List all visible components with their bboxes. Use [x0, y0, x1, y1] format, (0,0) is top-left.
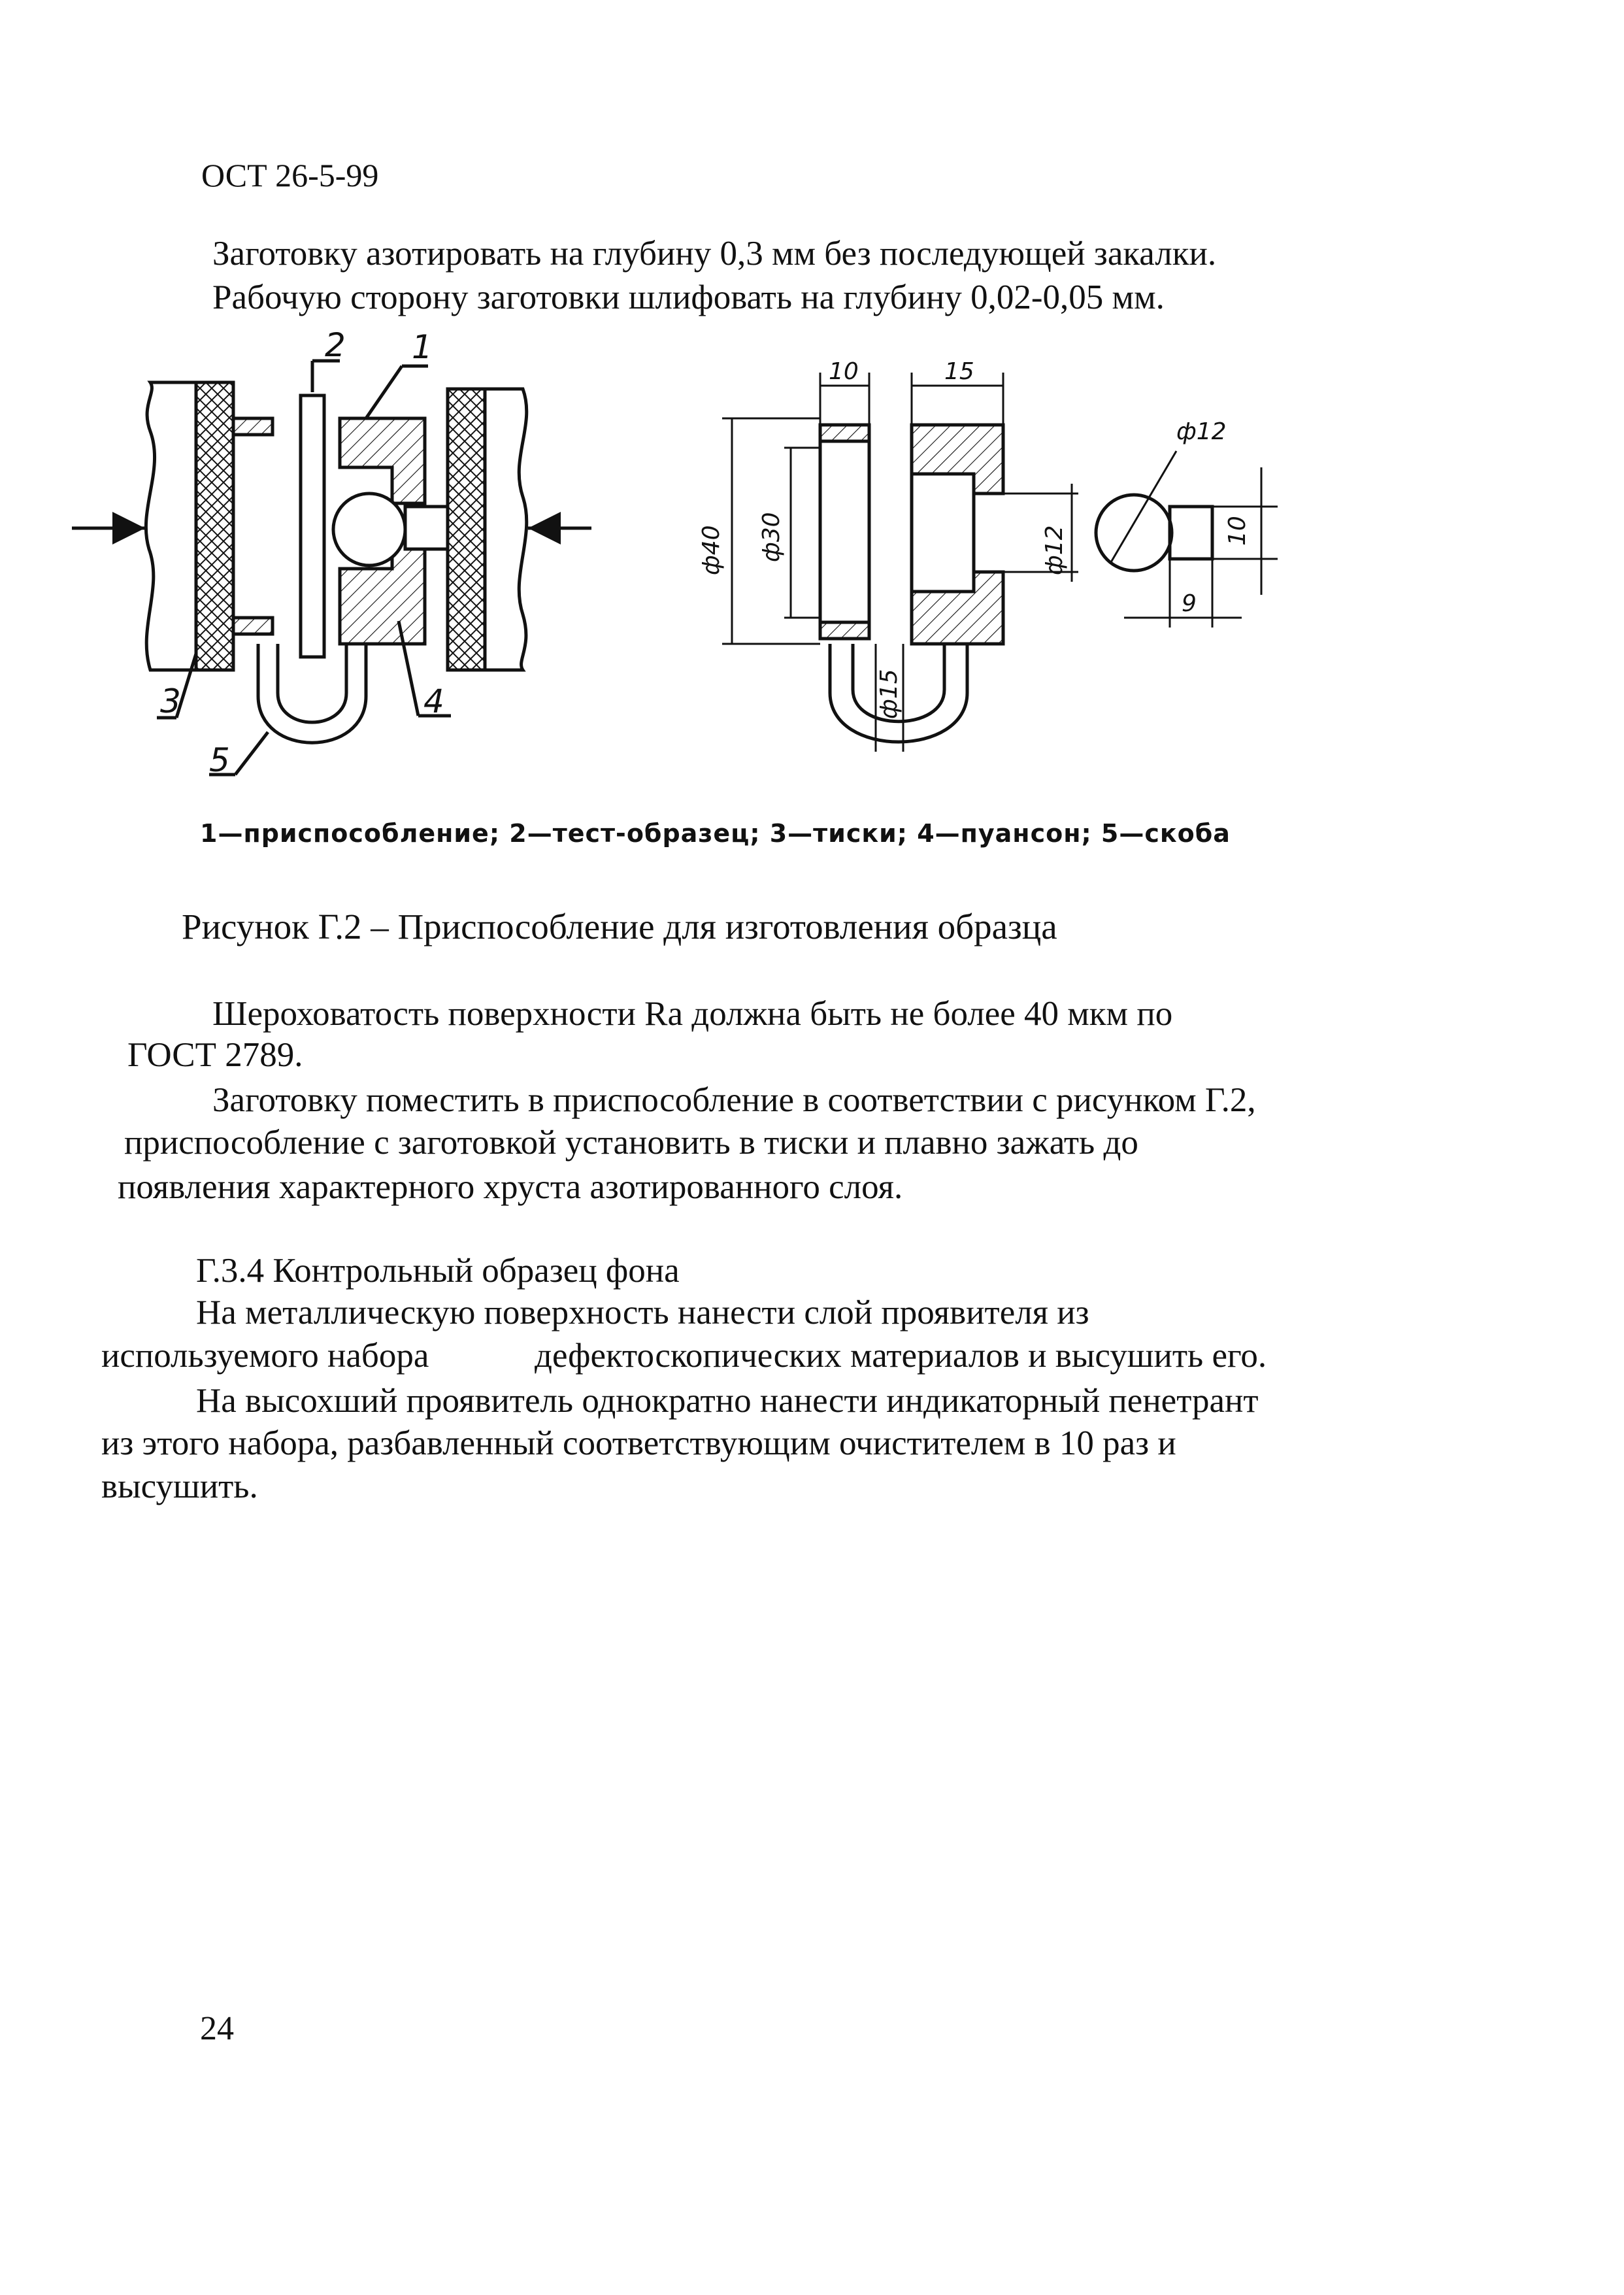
dim-ball-diameter-12: ф12 — [1176, 418, 1227, 445]
figure-title: Рисунок Г.2 – Приспособление для изготовления образца — [182, 907, 1057, 946]
callout-5: 5 — [209, 741, 230, 779]
dim-diameter-40: ф40 — [698, 525, 725, 575]
paragraph-2-line-3: появления характерного хруста азотированного слоя. — [118, 1168, 903, 1206]
fixture-block — [340, 418, 425, 503]
vise-pad-right — [448, 389, 485, 670]
dim-height-10: 10 — [1224, 516, 1251, 546]
intro-line-2: Рабочую сторону заготовки шлифовать на глубину 0,02-0,05 мм. — [212, 278, 1165, 316]
vise-jaw-right — [485, 389, 527, 670]
callout-1: 1 — [412, 328, 433, 366]
fixture-drawing — [0, 0, 1624, 817]
section-para-1-line-1: На металлическую поверхность нанести слой проявителя из — [196, 1294, 1089, 1332]
dim-width-10: 10 — [829, 358, 859, 385]
punch-ball — [333, 494, 405, 565]
dim-diameter-30: ф30 — [758, 512, 785, 562]
vise-pad-left — [196, 382, 233, 670]
section-para-2-line-1: На высохший проявитель однократно нанести индикаторный пенетрант — [196, 1382, 1259, 1420]
paragraph-2-line-2: приспособление с заготовкой установить в тиски и плавно зажать до — [124, 1124, 1138, 1162]
dim-diameter-15: ф15 — [876, 669, 903, 719]
section-heading: Г.3.4 Контрольный образец фона — [196, 1252, 680, 1290]
callout-2: 2 — [325, 326, 346, 364]
page-number: 24 — [200, 2010, 234, 2047]
paragraph-1-line-1: Шероховатость поверхности Ra должна быть не более 40 мкм по — [212, 995, 1173, 1033]
dim-width-15: 15 — [944, 358, 974, 385]
intro-line-1: Заготовку азотировать на глубину 0,3 мм без последующей закалки. — [212, 235, 1217, 273]
document-code: ОСТ 26-5-99 — [201, 157, 379, 193]
section-para-1-line-2b: дефектоскопических материалов и высушить его. — [535, 1337, 1267, 1375]
assembly-view — [72, 361, 591, 775]
bracket — [258, 644, 366, 743]
paragraph-1-line-2: ГОСТ 2789. — [127, 1036, 303, 1074]
section-para-2-line-2: из этого набора, разбавленный соответствующим очистителем в 10 раз и — [101, 1424, 1176, 1462]
callout-3: 3 — [160, 682, 181, 720]
dim-length-9: 9 — [1182, 590, 1197, 617]
test-specimen-pin — [301, 395, 324, 657]
dim-diameter-12-side: ф12 — [1041, 525, 1068, 575]
figure-legend: 1—приспособление; 2—тест-образец; 3—тиски; 4—пуансон; 5—скоба — [200, 819, 1231, 848]
punch-stem — [405, 507, 448, 549]
paragraph-2-line-1: Заготовку поместить в приспособление в соответствии с рисунком Г.2, — [212, 1081, 1256, 1119]
vise-jaw-left — [146, 382, 196, 670]
section-para-1-line-2a: используемого набора — [101, 1337, 429, 1375]
section-para-2-line-3: высушить. — [101, 1467, 258, 1505]
callout-4: 4 — [423, 682, 444, 720]
